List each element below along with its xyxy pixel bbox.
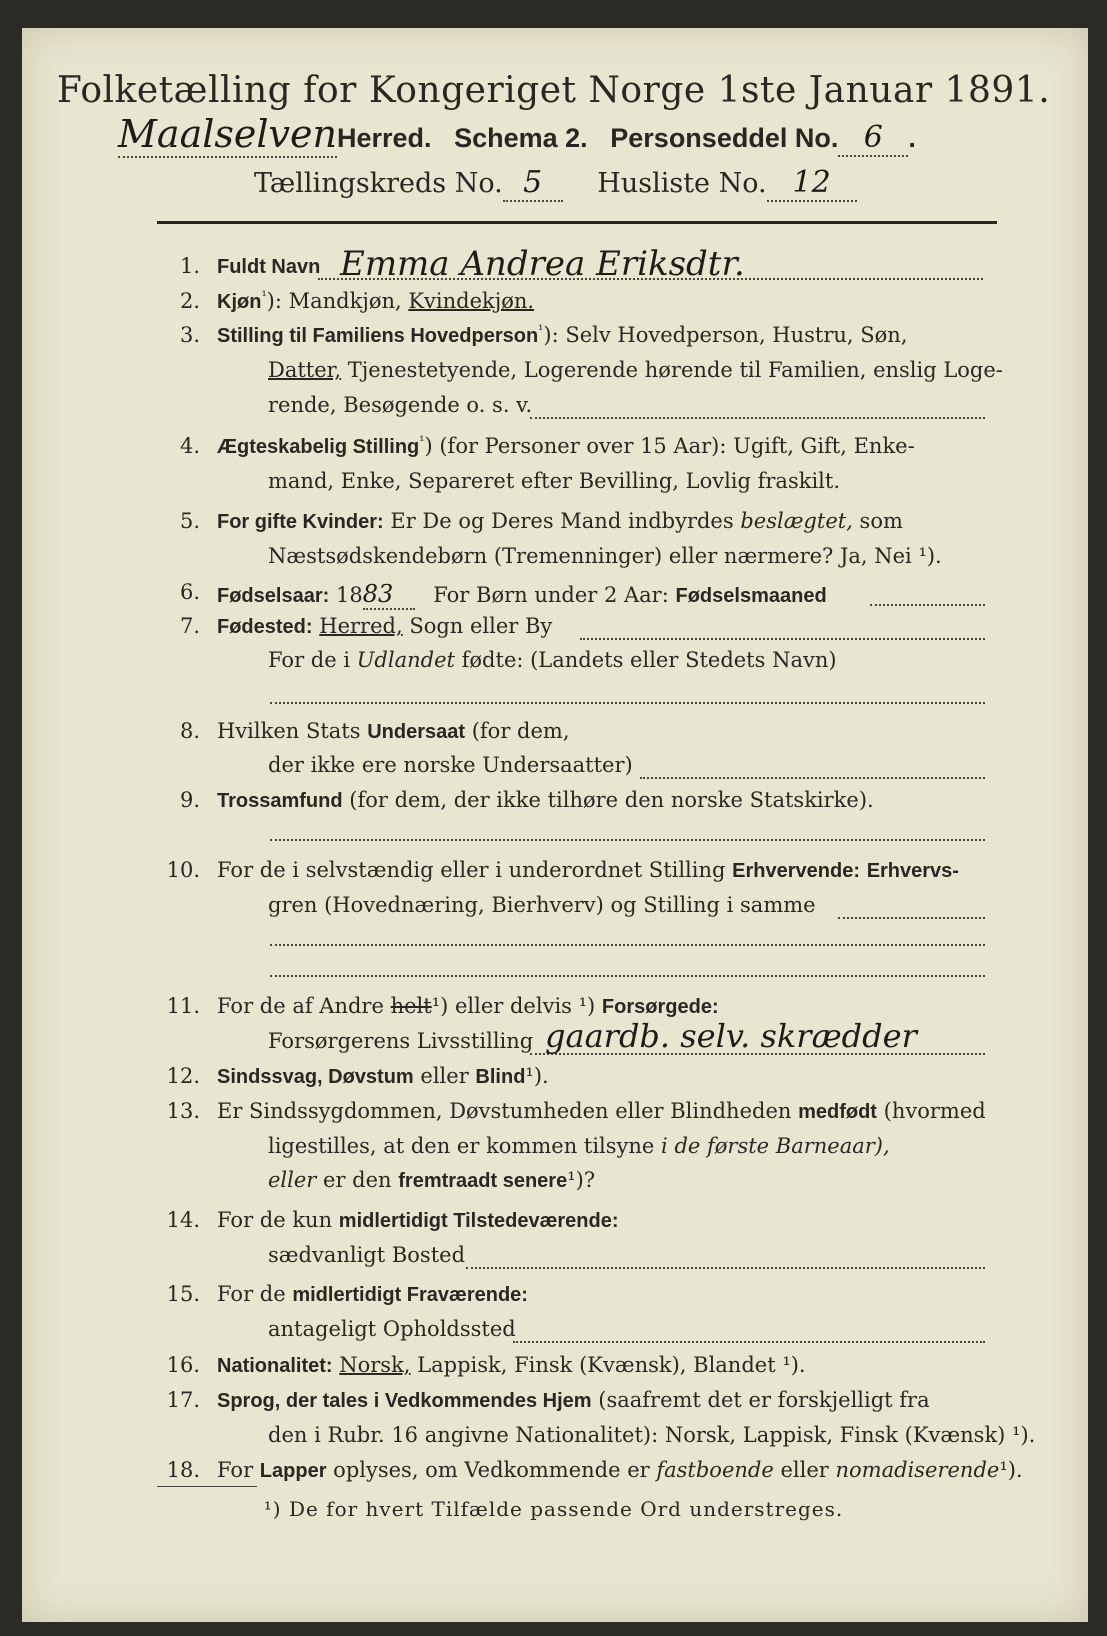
helt-struck: helt	[390, 994, 432, 1018]
forsorger-value: gaardb. selv. skrædder	[545, 1017, 917, 1055]
norsk-underlined: Norsk,	[339, 1353, 411, 1377]
fravaerende-label: midlertidigt Fraværende:	[292, 1284, 528, 1306]
item-number: 7.	[179, 614, 200, 638]
udland-dotline	[270, 702, 985, 704]
item-number: 16.	[166, 1353, 200, 1377]
kreds-label: Tællingskreds No.	[254, 168, 503, 199]
item-12: 12. Sindssvag, Døvstum eller Blind¹).	[166, 1064, 549, 1088]
kvindekjon-underlined: Kvindekjøn.	[408, 289, 535, 313]
item-5: 5. For gifte Kvinder: Er De og Deres Mand indbyrdes beslægtet, som	[179, 509, 903, 533]
item-1	[0, 244, 1107, 290]
item-4: 4. Ægteskabelig Stilling$^{^1}$) (for Personer over 15 Aar): Ugift, Gift, Enke-	[179, 434, 915, 458]
full-name-label: Fuldt Navn	[217, 256, 321, 278]
item-10: 10. For de i selvstændig eller i underordnet Stilling Erhvervende: Erhvervs-	[166, 858, 959, 882]
header-rule	[157, 221, 997, 224]
item-16: 16. Nationalitet: Norsk, Lappisk, Finsk (Kvænsk), Blandet ¹).	[166, 1353, 806, 1377]
item-number: 9.	[179, 788, 200, 812]
gifte-label: For gifte Kvinder:	[217, 511, 384, 533]
herred-line: MaalselvenHerred. Schema 2. Personseddel No. 6 .	[118, 112, 916, 156]
medfodt-label: medfødt	[798, 1101, 877, 1123]
item-13: 13. Er Sindssygdommen, Døvstumheden eller Blindheden medfødt (hvormed	[166, 1099, 986, 1123]
erhvervende-label: Erhvervende:	[732, 860, 860, 882]
item-7: 7. Fødested: Herred, Sogn eller By	[0, 614, 1107, 650]
item-number: 10.	[166, 858, 200, 882]
item-17: 17. Sprog, der tales i Vedkommendes Hjem (saafremt det er forskjelligt fra	[166, 1388, 930, 1412]
husliste-label: Husliste No.	[597, 168, 767, 199]
item-number: 15.	[166, 1282, 200, 1306]
kreds-line	[254, 165, 857, 202]
item-8: 8. Hvilken Stats Undersaat (for dem,	[179, 719, 570, 743]
item-number: 12.	[166, 1064, 200, 1088]
nationalitet-label: Nationalitet:	[217, 1355, 333, 1377]
aegteskab-label: Ægteskabelig Stilling	[217, 436, 420, 458]
schema-label: Schema 2.	[454, 123, 588, 153]
item-6: 6. Fødselsaar: 1883 For Børn under 2 Aar: Fødselsmaaned	[0, 580, 1107, 616]
trossamfund-label: Trossamfund	[217, 790, 343, 812]
personseddel-label: Personseddel No.	[610, 123, 839, 153]
sprog-label: Sprog, der tales i Vedkommendes Hjem	[217, 1390, 592, 1412]
item-number: 2.	[179, 289, 200, 313]
fodselsaar-label: Fødselsaar:	[217, 585, 330, 607]
item-number: 1.	[179, 254, 200, 278]
kjon-label: Kjøn	[217, 291, 262, 313]
fodested-label: Fødested:	[217, 616, 313, 638]
herred-value: Maalselven	[118, 112, 337, 156]
item-3: 3. Stilling til Familiens Hovedperson$^{^1}$): Selv Hovedperson, Hustru, Søn,	[179, 323, 908, 347]
undersaat-label: Undersaat	[367, 721, 466, 743]
item-number: 13.	[166, 1099, 200, 1123]
item-9: 9. Trossamfund (for dem, der ikke tilhøre den norske Statskirke).	[179, 788, 874, 812]
herred-underlined: Herred,	[319, 614, 403, 638]
husliste-value: 12	[767, 165, 857, 202]
form-title: Folketælling for Kongeriget Norge 1ste Januar 1891.	[56, 70, 1051, 111]
footnote: ¹) De for hvert Tilfælde passende Ord understreges.	[263, 1497, 844, 1521]
item-number: 11.	[166, 994, 200, 1018]
item-number: 5.	[179, 509, 200, 533]
item-14: 14. For de kun midlertidigt Tilstedeværende:	[166, 1208, 619, 1232]
forsorgede-label: Forsørgede:	[601, 996, 719, 1018]
item-number: 3.	[179, 323, 200, 347]
sindssvag-label: Sindssvag, Døvstum	[217, 1066, 414, 1088]
lapper-label: Lapper	[259, 1460, 327, 1482]
footnote-rule	[157, 1486, 257, 1487]
personseddel-value: 6	[838, 120, 908, 157]
item-number: 4.	[179, 434, 200, 458]
fodselsaar-value: 83	[363, 580, 416, 610]
stilling-label: Stilling til Familiens Hovedperson	[217, 325, 539, 347]
herred-label: Herred.	[336, 123, 432, 153]
tilstedevaerende-label: midlertidigt Tilstedeværende:	[338, 1210, 619, 1232]
datter-underlined: Datter,	[268, 358, 342, 382]
kreds-value: 5	[503, 165, 563, 202]
item-number: 8.	[179, 719, 200, 743]
item-number: 14.	[166, 1208, 200, 1232]
item-11: 11. For de af Andre helt¹) eller delvis ¹) Forsørgede:	[166, 994, 719, 1018]
item-15: 15. For de midlertidigt Fraværende:	[166, 1282, 528, 1306]
item-number: 17.	[166, 1388, 200, 1412]
item-18: 18. For Lapper oplyses, om Vedkommende er fastboende eller nomadiserende¹).	[166, 1458, 1023, 1482]
full-name-value: Emma Andrea Eriksdtr.	[340, 244, 745, 284]
item-number: 18.	[166, 1458, 200, 1482]
item-number: 6.	[179, 580, 200, 604]
item-2: 2. Kjøn$^{^1}$): Mandkjøn, Kvindekjøn.	[179, 289, 535, 313]
fodselsmaaned-label: Fødselsmaaned	[675, 585, 827, 607]
